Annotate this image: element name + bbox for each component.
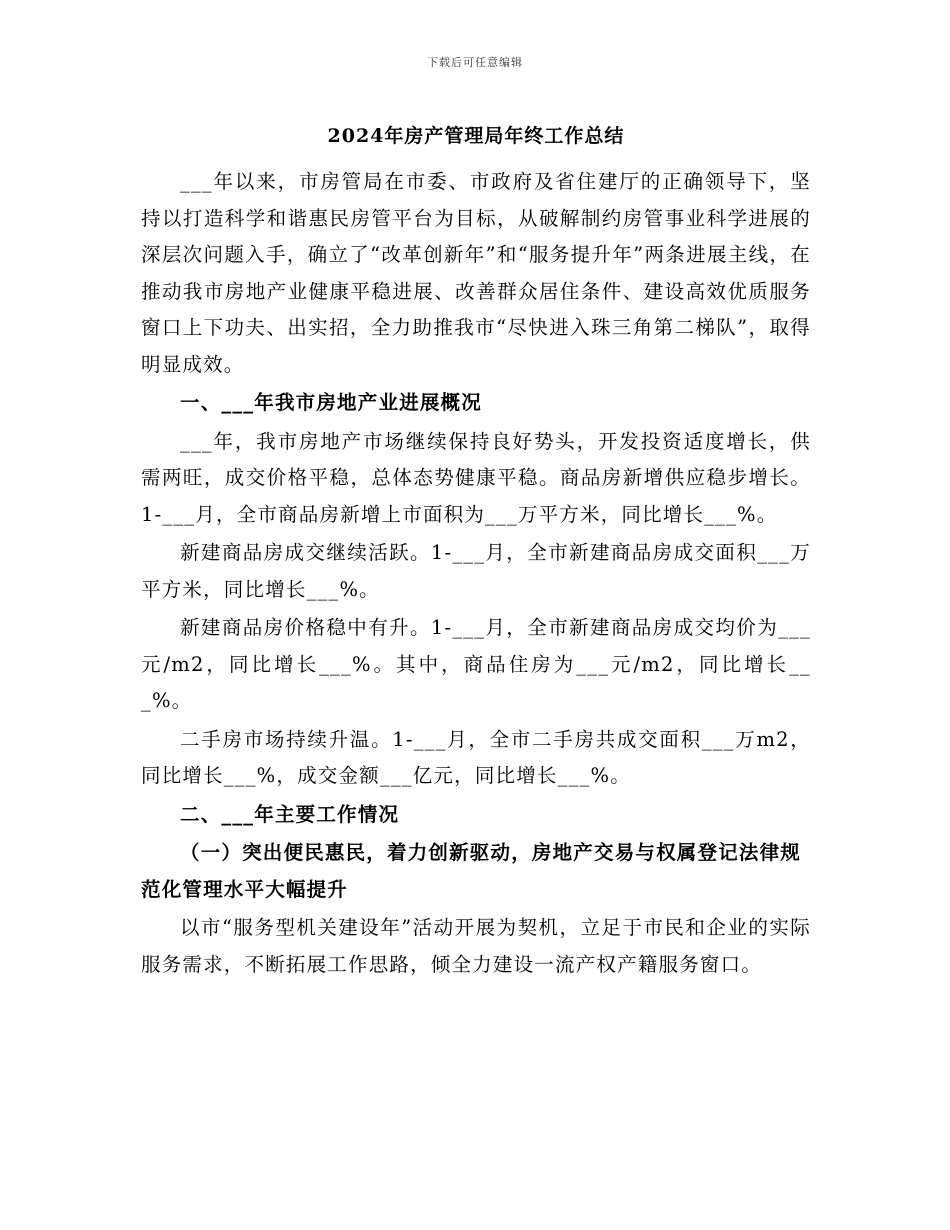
document-body [141, 118, 811, 985]
paragraph-second-hand-market: 二手房市场持续升温。1-___月，全市二手房共成交面积___万m2，同比增长___%，成交金额___亿元，同比增长___%。 [141, 727, 811, 787]
subsection-heading-2-1: （一）突出便民惠民，着力创新驱动，房地产交易与权属登记法律规范化管理水平大幅提升 [141, 841, 802, 901]
section-heading-2: 二、___年主要工作情况 [180, 802, 400, 826]
paragraph-new-housing-prices: 新建商品房价格稳中有升。1-___月，全市新建商品房成交均价为___元/m2，同比增长___%。其中，商品住房为___元/m2，同比增长___%。 [141, 616, 811, 712]
paragraph-market-overview: ___年，我市房地产市场继续保持良好势头，开发投资适度增长，供需两旺，成交价格平稳，总体态势健康平稳。商品房新增供应稳步增长。1-___月，全市商品房新增上市面积为___万平方米，同比增长___%。 [141, 429, 811, 526]
section-heading-1: 一、___年我市房地产业进展概况 [180, 391, 482, 414]
paragraph-service-window: 以市“服务型机关建设年”活动开展为契机，立足于市民和企业的实际服务需求，不断拓展工作思路，倾全力建设一流产权产籍服务窗口。 [141, 916, 811, 976]
intro-paragraph: ___年以来，市房管局在市委、市政府及省住建厅的正确领导下，坚持以打造科学和谐惠民房管平台为目标，从破解制约房管事业科学进展的深层次问题入手，确立了“改革创新年”和“服务提升年”两条进展主线，在推动我市房地产业健康平稳进展、改善群众居住条件、建设高效优质服务窗口上下功夫、出实招，全力助推我市“尽快进入珠三角第二梯队”，取得明显成效。 [141, 170, 811, 376]
document-title: 2024年房产管理局年终工作总结 [327, 125, 625, 147]
paragraph-new-housing-transactions: 新建商品房成交继续活跃。1-___月，全市新建商品房成交面积___万平方米，同比增长___%。 [141, 541, 811, 601]
header-note: 下载后可任意编辑 [427, 56, 523, 69]
